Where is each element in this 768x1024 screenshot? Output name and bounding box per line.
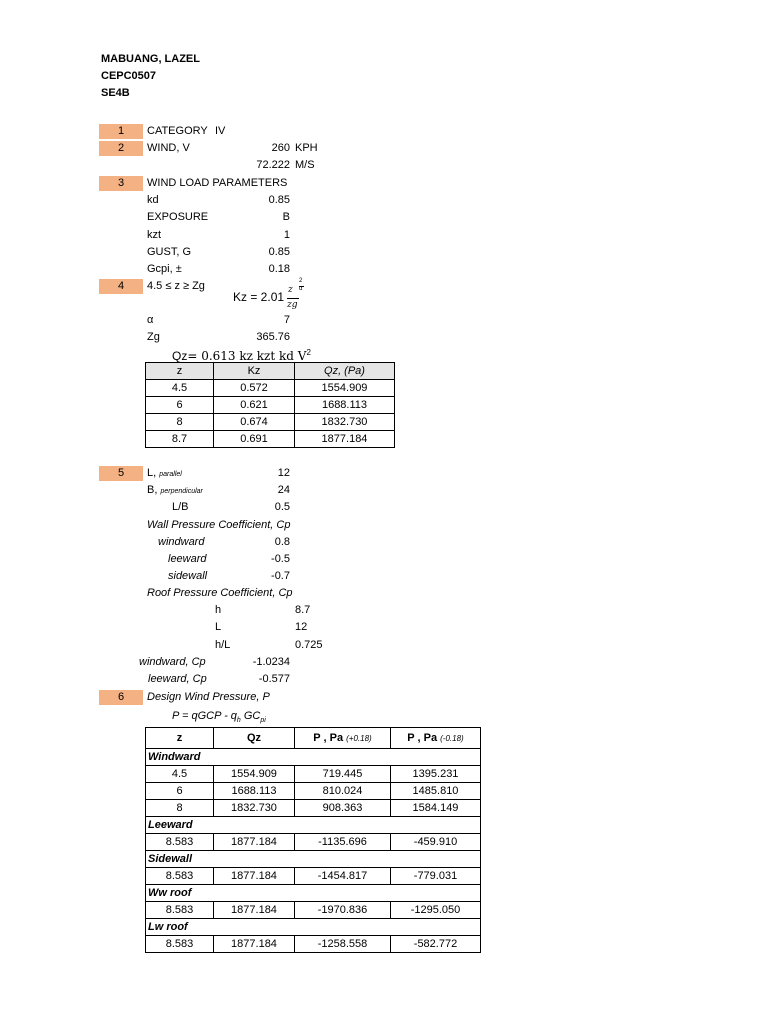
group-row: [146, 851, 481, 868]
cell: 4.5: [146, 766, 214, 783]
step-2-marker: 2: [99, 141, 143, 156]
group-label: Windward: [146, 749, 481, 766]
step-1-marker: 1: [99, 124, 143, 139]
table-row: [146, 868, 481, 885]
cell: -1970.836: [295, 902, 391, 919]
cell: 0.621: [214, 397, 295, 414]
cell: 1877.184: [214, 902, 295, 919]
qz-formula: [172, 346, 311, 363]
col-header-p-plus: [295, 728, 391, 749]
col-header-p-plus-sub: (+0.18): [346, 733, 372, 743]
roof-windward-label: windward, Cp: [139, 656, 206, 668]
roof-windward-value: -1.0234: [252, 656, 290, 668]
cell: 8: [146, 414, 214, 431]
b-label: [147, 483, 203, 499]
category-value: IV: [215, 125, 226, 137]
cell: 1395.231: [391, 766, 481, 783]
step-6-marker: 6: [99, 690, 143, 705]
wall-title: Wall Pressure Coefficient, Cp: [147, 519, 291, 531]
cell: -582.772: [391, 936, 481, 953]
wall-windward-value: 0.8: [274, 536, 290, 548]
roof-hl-value: 0.725: [295, 639, 323, 651]
col-header-kz: Kz: [214, 363, 295, 380]
design-formula-sub-pi: pi: [260, 717, 266, 725]
cell: 8.583: [146, 834, 214, 851]
qz-formula-lhs: Qz: [172, 349, 188, 363]
cell: 8.583: [146, 902, 214, 919]
cell: 4.5: [146, 380, 214, 397]
step-4-marker: 4: [99, 279, 143, 294]
design-title: Design Wind Pressure, P: [147, 691, 270, 703]
param-value: 0.85: [268, 246, 290, 258]
roof-hl-label: h/L: [215, 639, 231, 651]
cell: 1832.730: [214, 800, 295, 817]
col-header-z: z: [146, 363, 214, 380]
cell: -1454.817: [295, 868, 391, 885]
table-row: [146, 800, 481, 817]
wind-kph-value: 260: [271, 142, 290, 154]
cell: 8.583: [146, 868, 214, 885]
kz-table-header: [146, 363, 395, 380]
b-value: 24: [277, 484, 290, 496]
roof-leeward-label: leeward, Cp: [148, 673, 207, 685]
param-value: 1: [283, 229, 290, 241]
wind-label: WIND, V: [147, 142, 190, 154]
qz-formula-rhs: = 0.613 kz kzt kd V: [187, 349, 307, 363]
kz-formula-lhs: Kz = 2.01: [233, 290, 285, 304]
group-row: [146, 749, 481, 766]
col-header-qz: Qz, (Pa): [295, 363, 395, 380]
cell: 810.024: [295, 783, 391, 800]
cell: 6: [146, 783, 214, 800]
roof-h-label: h: [215, 604, 222, 616]
step-5-marker: 5: [99, 466, 143, 481]
cell: 908.363: [295, 800, 391, 817]
wall-sidewall-value: -0.7: [271, 570, 290, 582]
design-formula: [172, 709, 266, 728]
l-label: [147, 466, 182, 482]
param-value: 0.18: [268, 263, 290, 275]
cell: 0.572: [214, 380, 295, 397]
cell: 8.583: [146, 936, 214, 953]
param-label: GUST, G: [147, 246, 192, 258]
design-formula-sub-h: h: [236, 717, 241, 725]
table-row: [146, 414, 395, 431]
cell: -1295.050: [391, 902, 481, 919]
design-formula-a: P = qGCP - q: [172, 710, 237, 722]
alpha-value: 7: [283, 314, 290, 326]
group-row: [146, 885, 481, 902]
l-label-sub: parallel: [159, 471, 182, 478]
roof-leeward-value: -0.577: [258, 673, 290, 685]
group-label: Sidewall: [146, 851, 481, 868]
group-row: [146, 817, 481, 834]
cell: -459.910: [391, 834, 481, 851]
table-row: [146, 902, 481, 919]
step-3-marker: 3: [99, 176, 143, 191]
table-row: [146, 936, 481, 953]
l-label-text: L,: [147, 467, 157, 479]
table-row: [146, 431, 395, 448]
wall-leeward-value: -0.5: [271, 553, 290, 565]
design-formula-b: GC: [240, 710, 261, 722]
wall-sidewall-label: sidewall: [168, 570, 208, 582]
roof-h-value: 8.7: [295, 604, 311, 616]
lb-label: L/B: [172, 501, 189, 513]
group-label: Lw roof: [146, 919, 481, 936]
kz-formula-zg: zg: [287, 300, 298, 310]
param-label: Gcpi, ±: [147, 263, 182, 275]
table-row: [146, 783, 481, 800]
col-header-qz: Qz: [214, 728, 295, 749]
cell: 1688.113: [214, 783, 295, 800]
cell: -779.031: [391, 868, 481, 885]
cell: 719.445: [295, 766, 391, 783]
cell: 0.691: [214, 431, 295, 448]
params-title: WIND LOAD PARAMETERS: [147, 177, 288, 189]
zg-label: Zg: [147, 331, 160, 343]
cell: 0.674: [214, 414, 295, 431]
table-row: [146, 380, 395, 397]
param-value: 0.85: [268, 194, 290, 206]
table-row: [146, 397, 395, 414]
lb-value: 0.5: [274, 501, 290, 513]
kz-table: [145, 362, 395, 448]
table-row: [146, 834, 481, 851]
b-label-sub: perpendicular: [160, 488, 203, 495]
section-code: SE4B: [101, 87, 130, 99]
course-code: CEPC0507: [101, 70, 157, 82]
cell: -1135.696: [295, 834, 391, 851]
cell: 1877.184: [214, 868, 295, 885]
col-header-p-minus-sub: (-0.18): [440, 733, 464, 743]
wind-kph-unit: KPH: [295, 142, 318, 154]
kz-exp-num: 2: [299, 278, 303, 284]
cell: 1688.113: [295, 397, 395, 414]
cell: 1832.730: [295, 414, 395, 431]
roof-title: Roof Pressure Coefficient, Cp: [147, 587, 293, 599]
table-row: [146, 766, 481, 783]
student-name: MABUANG, LAZEL: [101, 53, 200, 65]
cell: -1258.558: [295, 936, 391, 953]
col-header-p-plus-text: P , Pa: [313, 731, 344, 744]
wall-windward-label: windward: [158, 536, 205, 548]
cell: 1485.810: [391, 783, 481, 800]
kz-formula-z: z: [288, 285, 293, 295]
roof-l-label: L: [215, 621, 222, 633]
cell: 1554.909: [295, 380, 395, 397]
category-label: CATEGORY: [147, 125, 208, 137]
group-row: [146, 919, 481, 936]
col-header-p-minus: [391, 728, 481, 749]
col-header-p-minus-text: P , Pa: [407, 731, 438, 744]
l-value: 12: [277, 467, 290, 479]
cell: 1877.184: [214, 936, 295, 953]
wind-ms-value: 72.222: [256, 159, 290, 171]
param-value: B: [282, 211, 290, 223]
pressure-table-header: [146, 728, 481, 749]
zg-value: 365.76: [256, 331, 290, 343]
alpha-label: α: [147, 314, 154, 326]
pressure-table: [145, 727, 481, 953]
col-header-z: z: [146, 728, 214, 749]
cell: 1877.184: [214, 834, 295, 851]
kz-exp-den: α: [299, 286, 303, 292]
wall-leeward-label: leeward: [168, 553, 207, 565]
group-label: Leeward: [146, 817, 481, 834]
roof-l-value: 12: [295, 621, 308, 633]
cell: 8.7: [146, 431, 214, 448]
cell: 1584.149: [391, 800, 481, 817]
height-condition: 4.5 ≤ z ≥ Zg: [147, 280, 205, 292]
param-label: EXPOSURE: [147, 211, 209, 223]
b-label-text: B,: [147, 484, 158, 496]
param-label: kzt: [147, 229, 162, 241]
qz-formula-exp: 2: [306, 348, 311, 357]
cell: 1877.184: [295, 431, 395, 448]
wind-ms-unit: M/S: [295, 159, 315, 171]
param-label: kd: [147, 194, 159, 206]
cell: 1554.909: [214, 766, 295, 783]
group-label: Ww roof: [146, 885, 481, 902]
cell: 6: [146, 397, 214, 414]
cell: 8: [146, 800, 214, 817]
